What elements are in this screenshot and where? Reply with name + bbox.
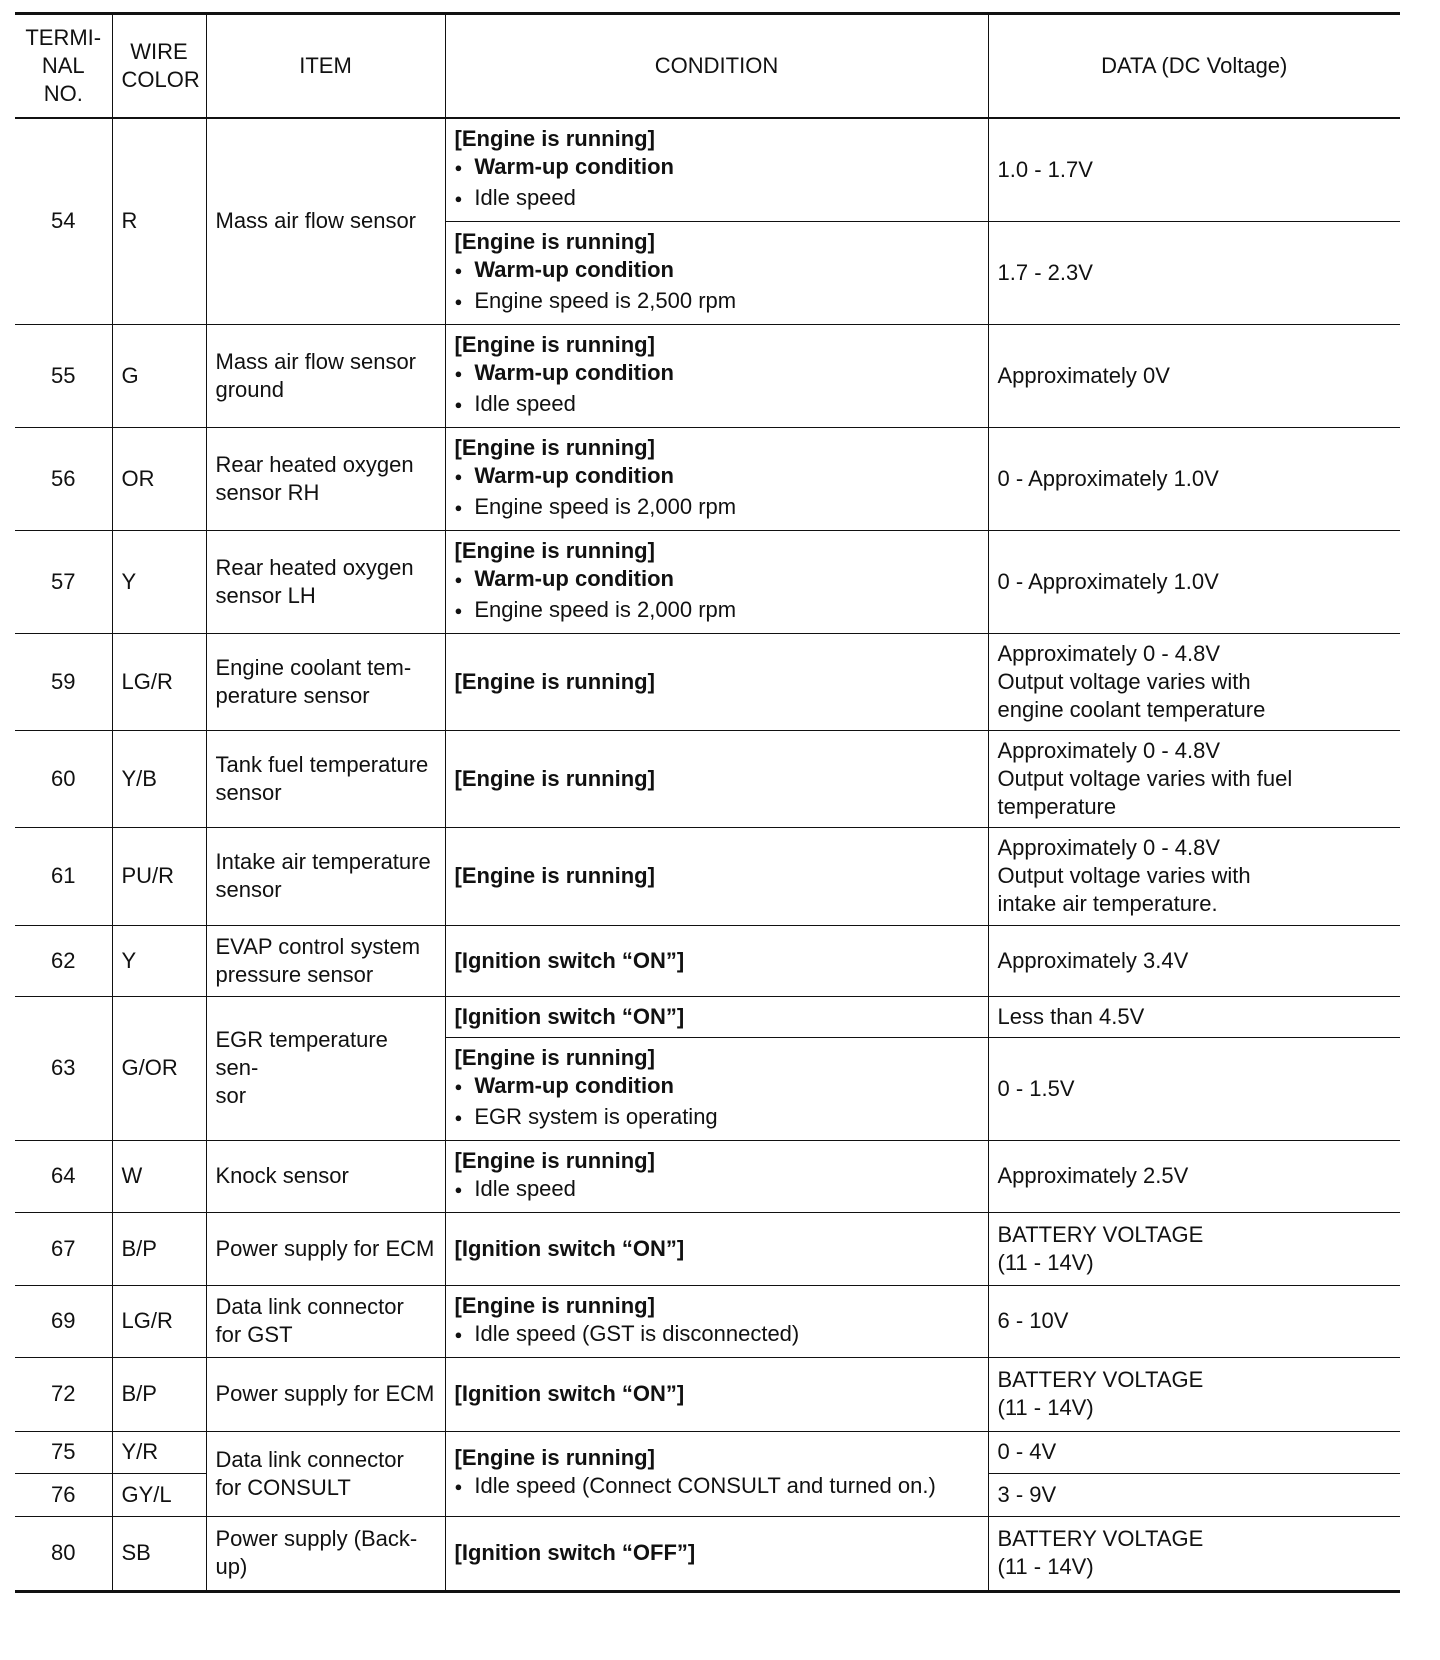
item-cell: Power supply for ECM [206, 1357, 445, 1431]
condition-cell [445, 633, 988, 730]
wire-color-cell: Y [112, 925, 206, 996]
wire-color-cell: LG/R [112, 633, 206, 730]
condition-heading: [Engine is running] [454, 434, 655, 460]
terminal-no-cell: 63 [15, 996, 112, 1140]
data-voltage-cell: Approximately 0 - 4.8V Output voltage varies with intake air temperature. [988, 827, 1400, 925]
condition-bullet-line: ● Warm-up condition [455, 462, 979, 493]
data-voltage-cell: Approximately 0 - 4.8V Output voltage varies with fuel temperature [988, 730, 1400, 827]
item-cell: Power supply for ECM [206, 1212, 445, 1285]
wire-color-cell: Y [112, 530, 206, 633]
header-data: DATA (DC Voltage) [988, 14, 1400, 118]
item-cell: Rear heated oxygen sensor RH [206, 427, 445, 530]
wire-color-cell: W [112, 1140, 206, 1212]
condition-cell [445, 1516, 988, 1591]
condition-heading: [Ignition switch “ON”] [454, 947, 685, 973]
terminal-no-cell: 57 [15, 530, 112, 633]
terminal-no-cell: 54 [15, 118, 112, 325]
condition-cell [445, 1037, 988, 1140]
condition-bullet-line: ● Idle speed [455, 184, 979, 215]
condition-cell [445, 1285, 988, 1357]
condition-heading: [Ignition switch “ON”] [454, 1235, 685, 1261]
condition-bullet-line: ● Warm-up condition [455, 1072, 979, 1103]
condition-bullet-line: ● Idle speed [455, 1175, 979, 1206]
table-row [15, 324, 1400, 427]
terminal-no-cell: 59 [15, 633, 112, 730]
condition-cell [445, 925, 988, 996]
wire-color-cell: OR [112, 427, 206, 530]
item-cell: EGR temperature sen- sor [206, 996, 445, 1140]
condition-bullet-line: ● Engine speed is 2,000 rpm [455, 596, 979, 627]
terminal-no-cell: 76 [15, 1473, 112, 1516]
item-cell: Mass air flow sensor ground [206, 324, 445, 427]
condition-cell [445, 118, 988, 222]
condition-cell [445, 1140, 988, 1212]
header-wire-color: WIRE COLOR [112, 14, 206, 118]
condition-cell [445, 1357, 988, 1431]
wire-color-cell: G [112, 324, 206, 427]
table-row [15, 1516, 1400, 1591]
condition-heading: [Engine is running] [454, 1044, 655, 1070]
condition-heading: [Engine is running] [454, 228, 655, 254]
data-voltage-cell: BATTERY VOLTAGE (11 - 14V) [988, 1516, 1400, 1591]
table-row [15, 1431, 1400, 1473]
condition-bullet-line: ● Idle speed (Connect CONSULT and turned on.) [455, 1472, 979, 1503]
item-cell: Knock sensor [206, 1140, 445, 1212]
wire-color-cell: R [112, 118, 206, 325]
condition-bullet-line: ● Warm-up condition [455, 256, 979, 287]
table-row [15, 996, 1400, 1037]
table-row [15, 530, 1400, 633]
table-row [15, 1140, 1400, 1212]
table-row [15, 1285, 1400, 1357]
condition-heading: [Engine is running] [454, 1147, 655, 1173]
data-voltage-cell: 1.0 - 1.7V [988, 118, 1400, 222]
data-voltage-cell: BATTERY VOLTAGE (11 - 14V) [988, 1212, 1400, 1285]
condition-heading: [Engine is running] [454, 1292, 655, 1318]
terminal-no-cell: 55 [15, 324, 112, 427]
data-voltage-cell: Approximately 3.4V [988, 925, 1400, 996]
item-cell: Data link connector for GST [206, 1285, 445, 1357]
terminal-no-cell: 62 [15, 925, 112, 996]
condition-bullet-line: ● EGR system is operating [455, 1103, 979, 1134]
data-voltage-cell: 0 - 1.5V [988, 1037, 1400, 1140]
data-voltage-cell: 6 - 10V [988, 1285, 1400, 1357]
header-terminal-no: TERMI- NAL NO. [15, 14, 112, 118]
terminal-no-cell: 69 [15, 1285, 112, 1357]
table-row [15, 118, 1400, 222]
terminal-no-cell: 80 [15, 1516, 112, 1591]
data-voltage-cell: Approximately 0 - 4.8V Output voltage varies with engine coolant temperature [988, 633, 1400, 730]
condition-bullet-line: ● Idle speed (GST is disconnected) [455, 1320, 979, 1351]
table-row [15, 827, 1400, 925]
terminal-no-cell: 67 [15, 1212, 112, 1285]
condition-bullet-line: ● Engine speed is 2,000 rpm [455, 493, 979, 524]
data-voltage-cell: 3 - 9V [988, 1473, 1400, 1516]
condition-heading: [Ignition switch “ON”] [454, 1003, 685, 1029]
condition-heading: [Engine is running] [454, 863, 655, 888]
condition-heading: [Engine is running] [454, 668, 655, 694]
wire-color-cell: Y/R [112, 1431, 206, 1473]
item-cell: Power supply (Back- up) [206, 1516, 445, 1591]
condition-cell [445, 1431, 988, 1516]
data-voltage-cell: 1.7 - 2.3V [988, 221, 1400, 324]
condition-cell [445, 530, 988, 633]
table-row [15, 730, 1400, 827]
wire-color-cell: Y/B [112, 730, 206, 827]
condition-heading: [Engine is running] [454, 537, 655, 563]
condition-cell [445, 730, 988, 827]
wire-color-cell: B/P [112, 1212, 206, 1285]
data-voltage-cell: Approximately 2.5V [988, 1140, 1400, 1212]
terminal-no-cell: 61 [15, 827, 112, 925]
data-voltage-cell: BATTERY VOLTAGE (11 - 14V) [988, 1357, 1400, 1431]
terminal-no-cell: 60 [15, 730, 112, 827]
condition-bullet-line: ● Warm-up condition [455, 153, 979, 184]
condition-bullet-line: ● Engine speed is 2,500 rpm [455, 287, 979, 318]
condition-bullet-line: ● Warm-up condition [455, 565, 979, 596]
condition-heading: [Engine is running] [454, 765, 655, 791]
wire-color-cell: PU/R [112, 827, 206, 925]
condition-cell [445, 1212, 988, 1285]
condition-bullet-line: ● Idle speed [455, 390, 979, 421]
item-cell: EVAP control system pressure sensor [206, 925, 445, 996]
item-cell: Mass air flow sensor [206, 118, 445, 325]
wire-color-cell: SB [112, 1516, 206, 1591]
data-voltage-cell: 0 - Approximately 1.0V [988, 530, 1400, 633]
table-row [15, 925, 1400, 996]
wire-color-cell: G/OR [112, 996, 206, 1140]
item-cell: Engine coolant tem- perature sensor [206, 633, 445, 730]
terminal-no-cell: 56 [15, 427, 112, 530]
wire-color-cell: B/P [112, 1357, 206, 1431]
table-row [15, 633, 1400, 730]
table-row [15, 1212, 1400, 1285]
ecm-terminal-table [15, 12, 1400, 1593]
header-item: ITEM [206, 14, 445, 118]
header-row [15, 14, 1400, 118]
table-row [15, 427, 1400, 530]
data-voltage-cell: Less than 4.5V [988, 996, 1400, 1037]
header-condition: CONDITION [445, 14, 988, 118]
terminal-no-cell: 75 [15, 1431, 112, 1473]
terminal-no-cell: 72 [15, 1357, 112, 1431]
condition-bullet-line: ● Warm-up condition [455, 359, 979, 390]
terminal-no-cell: 64 [15, 1140, 112, 1212]
condition-heading: [Ignition switch “ON”] [454, 1381, 685, 1406]
wire-color-cell: LG/R [112, 1285, 206, 1357]
item-cell: Rear heated oxygen sensor LH [206, 530, 445, 633]
data-voltage-cell: 0 - Approximately 1.0V [988, 427, 1400, 530]
table-row [15, 1357, 1400, 1431]
condition-cell [445, 996, 988, 1037]
condition-cell [445, 324, 988, 427]
item-cell: Intake air temperature sensor [206, 827, 445, 925]
item-cell: Tank fuel temperature sensor [206, 730, 445, 827]
condition-heading: [Ignition switch “OFF”] [454, 1540, 696, 1565]
condition-heading: [Engine is running] [454, 331, 655, 357]
condition-cell [445, 827, 988, 925]
condition-heading: [Engine is running] [454, 125, 655, 151]
data-voltage-cell: 0 - 4V [988, 1431, 1400, 1473]
condition-heading: [Engine is running] [454, 1445, 655, 1470]
wire-color-cell: GY/L [112, 1473, 206, 1516]
item-cell: Data link connector for CONSULT [206, 1431, 445, 1516]
condition-cell [445, 427, 988, 530]
condition-cell [445, 221, 988, 324]
data-voltage-cell: Approximately 0V [988, 324, 1400, 427]
